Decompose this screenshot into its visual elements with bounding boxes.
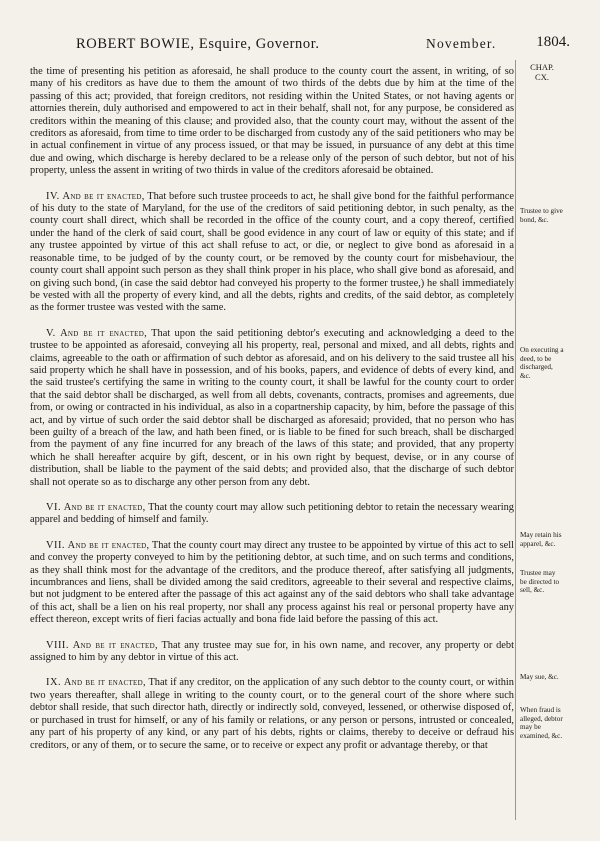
section-ix: [30, 677, 514, 751]
chapter-label-line1: CHAP.: [530, 62, 554, 72]
section-number: IV.: [46, 190, 60, 202]
header-month: November.: [426, 36, 497, 51]
header-year: 1804.: [536, 34, 570, 50]
margin-note-may-sue: May sue, &c.: [520, 673, 559, 681]
section-number: IX.: [46, 677, 62, 689]
section-number: VIII.: [46, 639, 69, 651]
section-number: VII.: [46, 539, 66, 551]
section-vii: [30, 540, 514, 627]
enacting-clause: And be it enacted,: [67, 539, 150, 551]
section-viii: [30, 640, 514, 665]
margin-note-trustee-sell: Trustee may be directed to sell, &c.: [520, 569, 560, 595]
header-title: ROBERT BOWIE, Esquire, Governor.: [76, 36, 320, 52]
section-text: That the county court may direct any trustee to be appointed by virtue of this act to sell and convey the property conveyed to him by the petitioning debtor, at such time, and on such terms and conditions, as they shall think most for the advantage of the creditors, and the produce thereof, after satisfying all judgments, incumbrances and liens, shall be divided among the said creditors, agreeable to their several and respective claims, but not judgment to be entered after the passage of this act against any of the said debtors who shall take advantage of this act, shall be a lien on his real property, nor shall any process against his real or personal property have any effect thereon, except writs of fieri facias actually and bona fide laid before the passing of this act.: [30, 539, 514, 626]
running-header: [76, 34, 570, 58]
section-vi: [30, 502, 514, 527]
enacting-clause: And be it enacted,: [63, 677, 146, 689]
margin-note-deed-discharge: On executing a deed, to be discharged, &c.: [520, 346, 564, 380]
enacting-clause: And be it enacted,: [63, 502, 146, 513]
section-text: That if any creditor, on the application of any such debtor to the county court, or within two years thereafter, shall allege in writing to the county court, or to the general court of the shore where such debtor shall reside, that such director hath, directly or indirectly sold, conveyed, lessened, or otherwise disposed of, or purchased in trust for himself, or any of his family or relations, or any person or persons, intrusted or concealed, any part of his property of any kind, or any part of his debts, rights or claims, thereby to deceive or defraud his creditors, or any of them, or to secure the same, or to receive or expect any profit or advantage thereby, or that: [30, 677, 514, 751]
margin-note-retain-apparel: May retain his apparel, &c.: [520, 531, 562, 548]
opening-paragraph: the time of presenting his petition as aforesaid, he shall produce to the county court the assent, in writing, of so many of his creditors as have due to them the amount of two thirds of the debts due by him at the time of the passing of this act; provided, that foreign creditors, not residing within the United States, or not having agents or attornies therein, duly authorised and empowered to act in their behalf, shall not, for any purpose, be considered as creditors within the meaning of this clause; and provided also, that the county court may, without the assent of the creditors as aforesaid, from time to time order to be discharged from custody any of the said petitioners who may be in actual confinement in virtue of any process issued, or that may be issued, in pursuance of any debt at this time due and owing, which discharge is hereby declared to be a release only of the person of such debtor, but not of his property, unless the assent in writing of two thirds in value of the creditors aforesaid be obtained.: [30, 66, 514, 177]
section-number: V.: [46, 327, 56, 339]
section-text: That any trustee may sue for, in his own name, and recover, any property or debt assigned to him by any debtor in virtue of this act.: [30, 639, 514, 664]
section-v: [30, 328, 514, 489]
chapter-number: CX.: [535, 72, 549, 82]
margin-note-trustee-bond: Trustee to give bond, &c.: [520, 207, 563, 224]
section-text: That before such trustee proceeds to act, he shall give bond for the faithful performance of his duty to the state of Maryland, for the use of the creditors of said petitioning debtor, in such penalty, as the county court shall direct, which shall be recorded in the office of the county court, and a copy thereof, certified under the hand of the clerk of said court, shall be good evidence in any court of law or equity of this state; and if any trustee appointed by virtue of this act shall refuse to act, or die, or neglect to give bond as aforesaid in a reasonable time, to be judged of by the county court, or be removed by the county court for misbehaviour, the county court shall appoint such person as they shall think proper in his place, who shall give bond as aforesaid, and on giving such bond, (in case the said debtor had conveyed his property to the former trustee,) he shall immediately be vested with all the property of every kind, and all the debts, rights and credits, of the said debtor, as completely as the former trustee was vested with the same.: [30, 190, 514, 314]
enacting-clause: And be it enacted,: [60, 327, 147, 339]
chapter-label: [522, 62, 562, 82]
enacting-clause: And be it enacted,: [62, 190, 145, 202]
section-iv: [30, 191, 514, 315]
section-number: VI.: [46, 502, 62, 513]
margin-rule: [515, 60, 516, 820]
section-text: That upon the said petitioning debtor's executing and acknowledging a deed to the trustee to be appointed as aforesaid, conveying all his property, real, personal and mixed, and all debts, rights and claims, agreeable to the oath or affirmation of such debtor as aforesaid, and on his delivery to the said trustee all his said property which he shall have in possession, and of his books, papers, and evidence of debts of every kind, and the said trustee's certifying the same in writing to the county court, it shall be lawful for the county court to order that the said debtor shall be discharged, as well from all debts, covenants, contracts, promises and agreements, due from, or owing or contracted in his individual, as also in a copartnership capacity, by him, before the passage of this act, and by virtue of such order the said debtor shall be discharged as aforesaid; provided, that no person who has been guilty of a breach of the law, and hath been fined, or is liable to be fined for such breach, shall be discharged from the payment of any fine incurred for any breach of the laws of this state; and provided, that any property which he shall hereafter acquire by gift, descent, or in his own right by bequest, devise, or in any course of distribution, shall be liable to the payment of the said debts; and provided also, that the discharge of such debtor shall not operate so as to discharge any other person from any debt.: [30, 327, 514, 488]
section-text: That the county court may allow such petitioning debtor to retain the necessary wearing apparel and bedding of himself and family.: [30, 502, 514, 526]
enacting-clause: And be it enacted,: [72, 639, 158, 651]
margin-note-fraud-alleged: When fraud is alleged, debtor may be examined, &c.: [520, 706, 563, 740]
body-text: [30, 66, 514, 752]
